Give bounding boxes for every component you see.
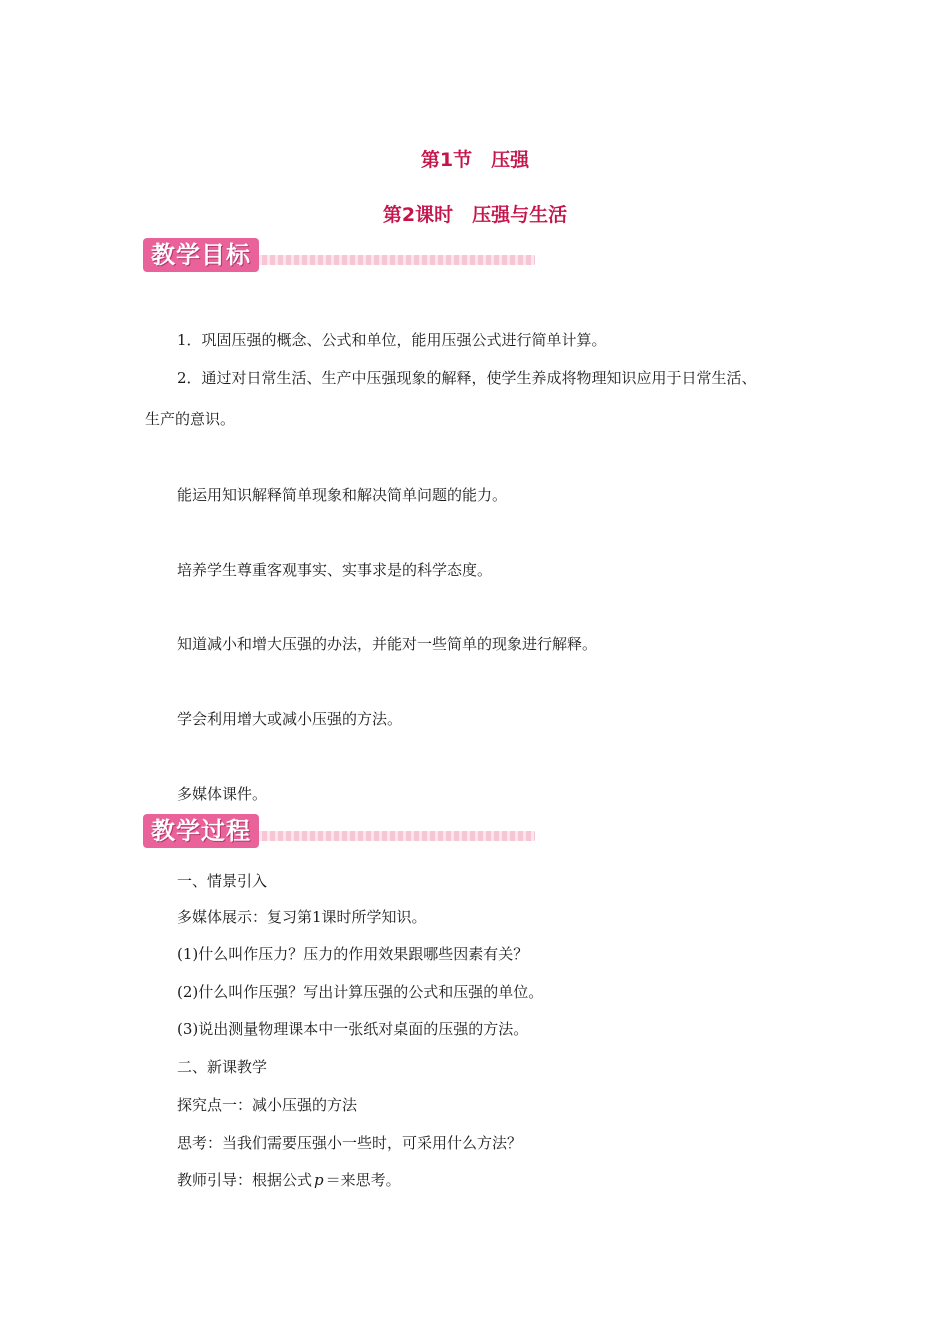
part-1-title: 一、情景引入 [177,872,268,890]
question-1: (1)什么叫作压力？压力的作用效果跟哪些因素有关？ [177,945,529,963]
think-question: 思考：当我们需要压强小一些时，可采用什么方法？ [177,1134,523,1152]
question-2: (2)什么叫作压强？写出计算压强的公式和压强的单位。 [177,983,544,1001]
part-2-title: 二、新课教学 [177,1058,268,1076]
attitude-objective: 培养学生尊重客观事实、实事求是的科学态度。 [177,561,493,579]
teacher-guide [177,1170,401,1190]
section-title: 第1节 压强 [420,149,530,171]
objectives-badge-label: 教学目标 [143,238,259,272]
question-3: (3)说出测量物理课本中一张纸对桌面的压强的方法。 [177,1020,529,1038]
explore-point-1: 探究点一：减小压强的方法 [177,1096,358,1114]
badge-decoration [238,831,535,841]
objective-item-2-line-2: 生产的意识。 [145,410,236,428]
process-badge [143,814,538,848]
review-line: 多媒体展示：复习第1课时所学知识。 [177,908,427,926]
teacher-guide-suffix: ＝来思考。 [325,1171,401,1189]
objectives-badge [143,238,538,272]
process-badge-label: 教学过程 [143,814,259,848]
objective-item-1: 1．巩固压强的概念、公式和单位，能用压强公式进行简单计算。 [177,331,607,349]
teacher-guide-prefix: 教师引导：根据公式 [177,1171,313,1189]
badge-decoration [238,255,535,265]
lesson-title: 第2课时 压强与生活 [382,204,568,226]
formula-variable: p [314,1171,324,1189]
ability-objective: 能运用知识解释简单现象和解决简单问题的能力。 [177,486,508,504]
difficulty-point: 学会利用增大或减小压强的方法。 [177,710,403,728]
key-point: 知道减小和增大压强的办法，并能对一些简单的现象进行解释。 [177,635,598,653]
objective-item-2-line-1: 2．通过对日常生活、生产中压强现象的解释，使学生养成将物理知识应用于日常生活、 [177,369,757,387]
teaching-materials: 多媒体课件。 [177,785,268,803]
